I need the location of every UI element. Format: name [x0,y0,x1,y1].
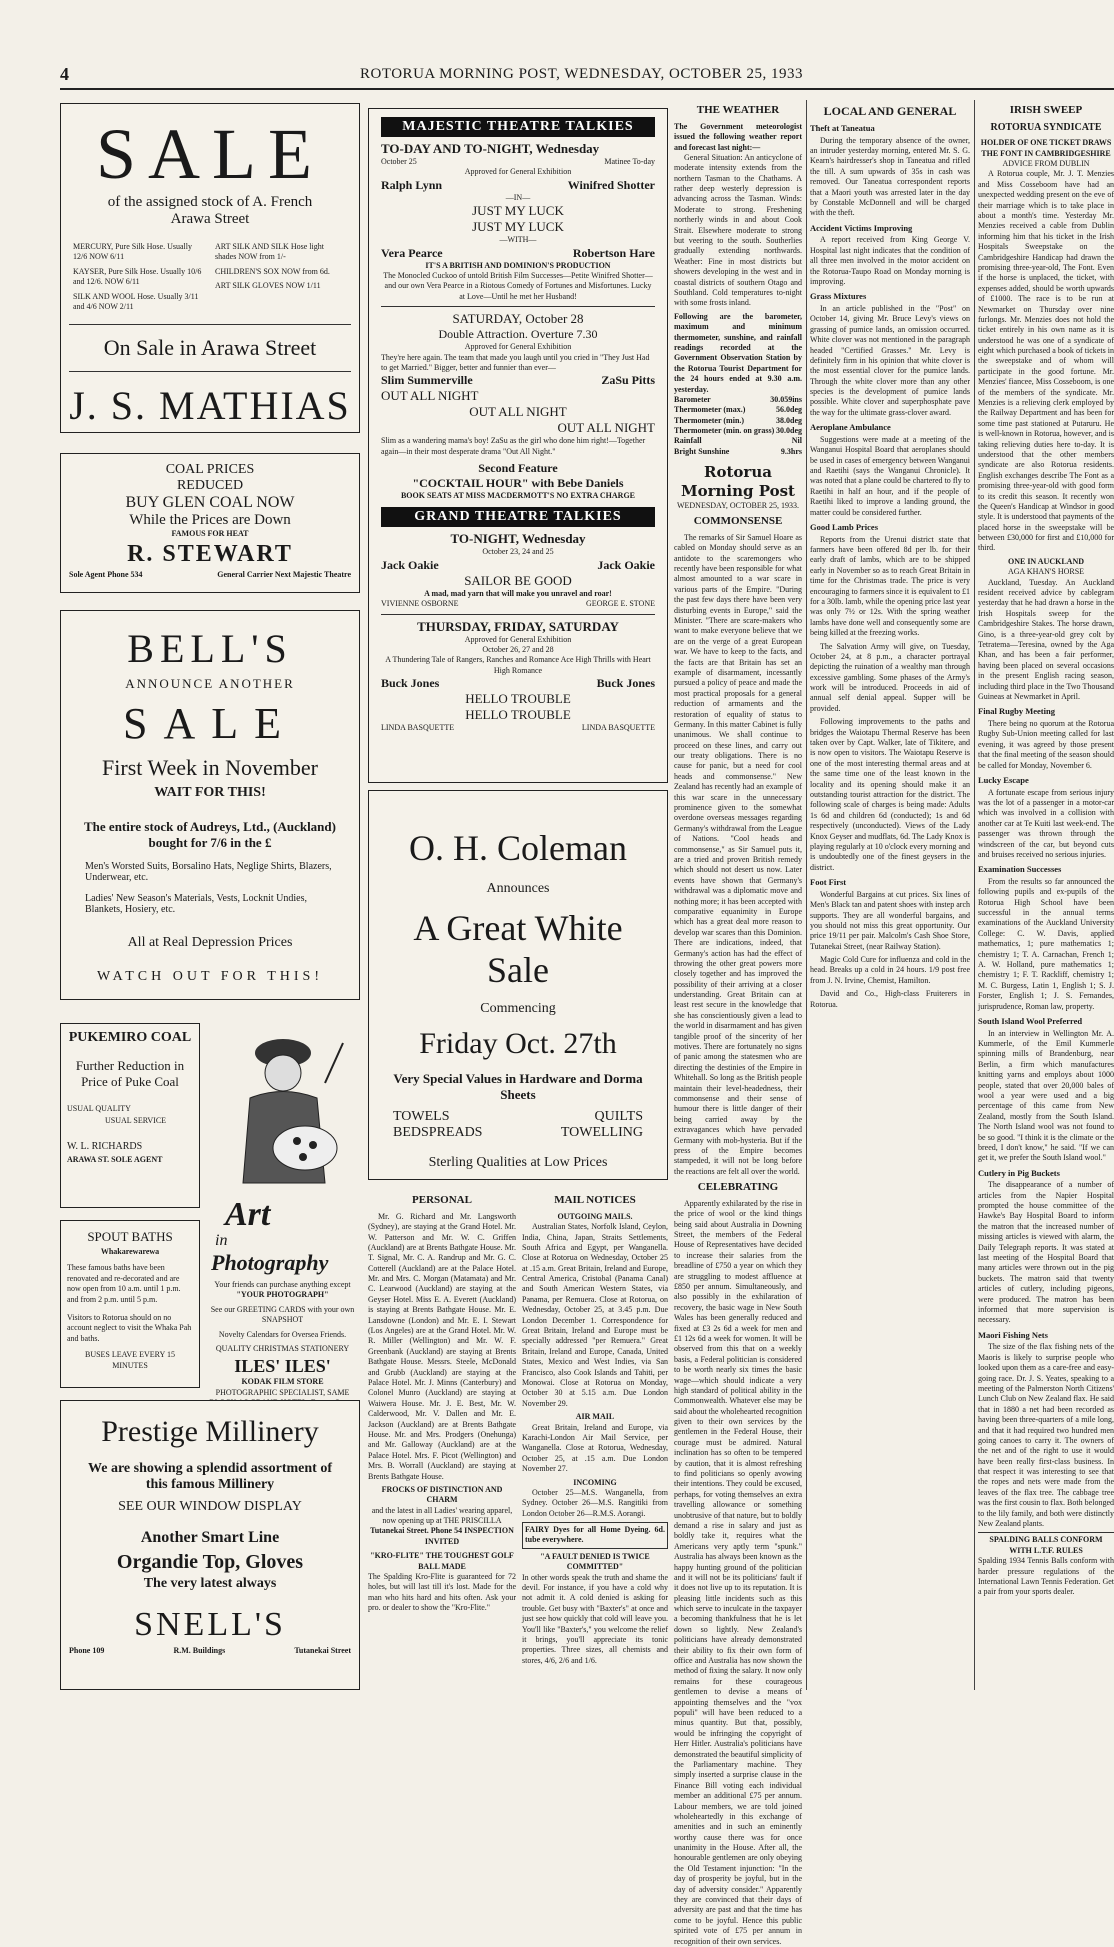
prestige-foot-mid: R.M. Buildings [173,1646,226,1655]
weather-reading-value: 9.3hrs [780,446,802,456]
sale-seller: J. S. MATHIAS [69,383,351,429]
masthead: ROTORUA MORNING POST, WEDNESDAY, OCTOBER 25, 1933 [360,66,804,82]
majestic-l1: TO-DAY AND TO-NIGHT, Wednesday [381,141,600,156]
majestic-date: October 25 [381,157,417,166]
personal-column [368,1190,516,1690]
coal-l5: FAMOUS FOR HEAT [171,529,249,538]
pukemiro-name: W. L. RICHARDS [67,1140,143,1152]
weather-reading-value: 38.0deg [776,415,802,425]
coleman-i3: BEDSPREADS [393,1125,483,1140]
prestige-l4: Organdie Top, Gloves [116,1551,304,1573]
local-items [810,123,970,1010]
majestic-banner: MAJESTIC THEATRE TALKIES [381,117,655,137]
irish-section-text: In an interview in Wellington Mr. A. Kummerle, of the Emil Kummerle spinning mills of Brandenburg, near Berlin, a firm which manufactures knitting yarns and employs about 1000 people, stated that over 20,000 bales of wool a year were used and a big percentage of this came from New Zealand, mostly from the South Island. The North Island wool was not found to be so good. "I think it is the climate or the breed, I don't know," he said. "If we can get it, we prefer the South Island wool." [978,1028,1114,1163]
majestic-star3: Vera Pearce [381,245,443,260]
coleman-i1: TOWELS [393,1109,450,1124]
weather-reading-label: Thermometer (min.) [674,415,745,425]
sale-item: SILK AND WOOL Hose. Usually 3/11 and 4/6 NOW 2/11 [73,291,199,311]
irish-section-heading: Cutlery in Pig Buckets [978,1167,1060,1178]
weather-reading-value: 56.0deg [776,405,802,415]
local-item-heading: Good Lamb Prices [810,522,878,532]
irish-section-heading: Final Rugby Meeting [978,706,1055,717]
sale-sub2: Arawa Street [170,211,250,227]
art-photo: Photography [211,1250,329,1275]
grand-star2: Jack Oakie [597,557,655,572]
personal-frocks-foot: Tutanekai Street. Phone 54 INSPECTION INVITED [370,1526,514,1546]
header-rule [60,88,1114,90]
local-title: LOCAL AND GENERAL [823,104,957,118]
mail-fault-text: In other words speak the truth and shame the devil. For instance, if you have a cold why not admit it. A cold denied is asking for trouble. Get busy with "Baxter's" at once and just see how quickly that cold will leave you. You'll like "Baxter's," you welcome the relief it brings, you'll appreciate its tonic properties. Three sizes, all chemists and stores, 4/6, 2/6 and 1/6. [522,1572,668,1665]
bells-watch: WATCH OUT FOR THIS! [97,969,323,984]
art-kodak: KODAK FILM STORE [241,1377,324,1387]
coal-name: R. STEWART [127,541,293,568]
grand-date: October 23, 24 and 25 [482,547,554,557]
grand-blurb2: A Thundering Tale of Rangers, Ranches and Romance Ace High Thrills with Heart High Romance [385,655,651,675]
bells-ladies: Ladies' New Season's Materials, Vests, Locknit Undies, Blankets, Hosiery, etc. [85,893,307,915]
editorial-title: COMMONSENSE [693,515,783,528]
pukemiro-ad [60,1023,200,1208]
coleman-sterling: Sterling Qualities at Low Prices [428,1155,608,1170]
sale-on-sale: On Sale in Arawa Street [103,335,317,361]
mail-column [522,1190,668,1690]
bells-announce: ANNOUNCE ANOTHER [125,676,295,691]
pukemiro-q1: USUAL QUALITY [67,1104,131,1113]
coal-right-foot: General Carrier Next Majestic Theatre [217,570,351,580]
art-in: in [215,1232,228,1249]
bells-entire: The entire stock of Audreys, Ltd., (Auckland) bought for 7/6 in the £ [84,819,336,850]
majestic-cocktail: "COCKTAIL HOUR" with Bebe Daniels [412,476,624,491]
irish-title: IRISH SWEEP [1009,104,1083,116]
mail-outgoing: OUTGOING MAILS. [557,1211,633,1221]
mail-text: Australian States, Norfolk Island, Ceylon, India, China, Japan, Straits Settlements, South Africa and Egypt, per Wanganella. Close at Rotorua on Wednesday, October 25 at .15 a.m. Great Britain, Ireland and Europe, Central America, Cristobal (Panama Canal) and South American Western States, via Panama, per Remuera. Close at Rotorua, on Wednesday, October 25, at 3.45 p.m. Due London December 1. Correspondence for Great Britain, Ireland and Europe must be specially addressed "per Remuera." Great Britain, Ireland and Europe, Canada, United States, Mexico and West Indies, via San Francisco, also Cook Islands and Tahiti, per Monowai. Close at Rotorua on Monday, October 30 at 5.15 a.m. Due London November 29. [522,1222,668,1408]
majestic-star5: Slim Summerville [381,373,473,388]
irish-sub: ROTORUA SYNDICATE [990,121,1102,133]
weather-reading-value: 30.059ins [770,394,802,404]
personal-frocks: FROCKS OF DISTINCTION AND CHARM [381,1484,503,1505]
prestige-foot-right: Tutanekai Street [294,1646,351,1655]
spout-buses: BUSES LEAVE EVERY 15 MINUTES [84,1350,175,1370]
column-rule [806,100,807,1690]
coleman-commencing: Commencing [480,1001,556,1016]
grand-star4: Buck Jones [596,676,655,691]
coleman-ad [368,790,668,1180]
weather-intro: The Government meteorologist issued the following weather report and forecast last night:— [674,121,802,152]
personal-kro-text: The Spalding Kro-Flite is guaranteed for 72 holes, but will last till it's lost. Made for the man who hits hard and hits often. Ask your pro. or dealer to show the "Kro-Flite." [368,1572,516,1613]
weather-reading [674,405,802,415]
spout-title: SPOUT BATHS [87,1229,173,1244]
mail-air-text: Great Britain, Ireland and Europe, via Karachi-London Air Mail Service, per Wanganella. Close at Rotorua, Wednesday, October 25, at .15 a.m. Due London November 27. [522,1422,668,1474]
grand-with3: LINDA BASQUETTE [381,723,455,733]
weather-following: Following are the barometer, maximum and minimum thermometer, sunshine, and rainfall readings recorded at the Government Observation Station by the Rotorua Tourist Department for the 24 hours ended at 9.30 a.m. yesterday. [674,311,802,394]
local-item-text: Magic Cold Cure for influenza and cold in the head. Breaks up a cold in 24 hours. 1/9 post free from J. N. Irvine, Chemist, Hamilton. [810,955,970,985]
art-iles: ILES' ILES' [234,1356,331,1377]
coleman-title1: A Great White [413,908,623,948]
bells-mens: Men's Worsted Suits, Borsalino Hats, Neglige Shirts, Blazers, Underwear, etc. [85,861,332,883]
majestic-blurb: The Monocled Cuckoo of untold British Film Successes—Petite Winifred Shotter—and our own Vera Pearce in a Riotous Comedy of Fortunes and Misfortunes. Lucky at Love—Until he met her Husband! [383,270,653,301]
mail-title: MAIL NOTICES [554,1194,636,1206]
local-item-text: The Salvation Army will give, on Tuesday, October 24, at 8 p.m., a character portrayal depicting the ruination of a wealthy man through excessive gambling. Some phases of the Army's work will be introduced. Proceeds in aid of annual self denial appeal. Supper will be provided. [810,641,970,713]
irish-section-heading: Examination Successes [978,864,1062,875]
irish-aga: AGA KHAN'S HORSE [1007,567,1085,577]
column-rule [974,100,975,1690]
editorial-date: WEDNESDAY, OCTOBER 25, 1933. [676,500,800,510]
majestic-sat: SATURDAY, October 28 [452,311,584,327]
bells-wait: WAIT FOR THIS! [154,785,266,800]
majestic-star2: Winifred Shotter [567,177,655,192]
grand-film3: HELLO TROUBLE [465,707,571,723]
spalding-text: Spalding 1934 Tennis Balls conform with harder pressure regulations of the International Lawn Tennis Federation. Get a pair from your sports dealer. [978,1556,1114,1597]
bells-title: BELL'S [127,626,293,671]
prestige-l3: Another Smart Line [140,1529,280,1546]
majestic-with: —WITH— [499,235,537,245]
local-item-text: Following improvements to the paths and bridges the Waiotapu Thermal Reserve has been taken over by Capt. Walker, late of Tikitere, and is now open to visitors. The Waiotapu Reserve is one of the most interesting thermal areas and at the same time one of the least known in the locality and its opening should make it an outstanding tourist attraction for the district. The following scale of charges is being made: Adults 1s 6d and children 6d (conducted); 1s and 6d respectively (unconducted). Views of the Lady Knox Geyser and mudflats, 6d. The Lady Knox is playing regularly at 10 o'clock every morning and is undoubtedly one of the finest geysers in the district. [810,717,970,872]
local-item-text: David and Co., High-class Fruiterers in Rotorua. [810,989,970,1009]
spout-visitors: Visitors to Rotorua should on no account neglect to visit the Whaka Pah and baths. [67,1312,192,1343]
prestige-l5: The very latest always [143,1576,277,1591]
grand-blurb: A mad, mad yarn that will make you unravel and roar! [424,588,612,598]
irish-section-text: The size of the flax fishing nets of the Maoris is likely to surprise people who looked upon them as a care-free and easy-going race. Dr. J. S. Yeates, speaking to a meeting of the Palmerston North Citizens' Lunch Club on New Zealand flax. He said that in 1880 a net had been recorded as having been three-quarters of a mile long, and that it had required two hundred men going canoes to carry it. The owners of the net and of the right to use it would have been really first-class business. In that respect it was interesting to see that the ropes and nets were made from the leaves of the flax tree. The cabbage tree was the first cousin to flax. Both belonged to the lily family, and both were distinctly New Zealand plants. [978,1342,1114,1529]
spalding-title: SPALDING BALLS CONFORM WITH L.T.F. RULES [978,1532,1114,1556]
coleman-i4: TOWELLING [560,1125,643,1140]
grand-with1: VIVIENNE OSBORNE [381,599,459,609]
irish-sections [978,706,1114,1529]
coal-left-foot: Sole Agent Phone 534 [69,570,143,580]
coleman-name: O. H. Coleman [409,828,627,868]
majestic-star1: Ralph Lynn [381,177,443,192]
art-your-photo: "YOUR PHOTOGRAPH" [236,1290,329,1300]
weather-title: THE WEATHER [696,104,780,116]
irish-auckland: ONE IN AUCKLAND [1007,556,1084,566]
majestic-matinee: Matinee To-day [604,157,655,166]
irish-section-text: There being no quorum at the Rotorua Rugby Sub-Union meeting called for last evening, it was agreed by those present that the final meeting of the season should be called for Monday, November 6. [978,718,1114,770]
grand-banner: GRAND THEATRE TALKIES [381,507,655,527]
mail-in-text: October 25—M.S. Wanganella, from Sydney. October 26—M.S. Rangitiki from London October 26—R.M.S. Aorangi. [522,1487,668,1518]
weather-reading-label: Bright Sunshine [674,446,730,456]
prestige-name: SNELL'S [134,1606,286,1643]
coal-l3: BUY GLEN COAL NOW [125,494,295,511]
irish-section-text: From the results so far announced the following pupils and ex-pupils of the Rotorua High School have been successful in the annual terms examinations of the Auckland University College: C. W. Davis, applied mathematics, 1; pure mathematics 1; chemistry 1; T. A. Carnachan, French 1; A. W. Holland, pure mathematics 1; chemistry 1; F. T. Rackliff, chemistry 1; M. C. Burgess, Latin 1, English 1; S. J. Forster, English 1; J. S. Fernandes, jurisprudence, Roman law, property. [978,876,1114,1011]
local-item-heading: Grass Mixtures [810,291,867,302]
weather-reading [674,447,802,457]
theatre-ad [368,108,668,783]
grand-approved: Approved for General Exhibition [464,634,572,644]
weather-readings [674,395,802,457]
page-header [60,64,1114,86]
irish-section-heading: South Island Wool Preferred [978,1015,1083,1026]
weather-reading-value: Nil [791,436,802,446]
sale-items-right [215,242,347,312]
grand-l1: TO-NIGHT, Wednesday [450,531,586,547]
grand-thu: THURSDAY, FRIDAY, SATURDAY [417,618,619,634]
sale-items-left [73,242,205,312]
majestic-second: Second Feature [478,461,558,476]
personal-frocks-text: and the latest in all Ladies' wearing apparel, now opening up at THE PRISCILLA [371,1505,513,1526]
celebrating-title: CELEBRATING [697,1181,779,1194]
irish-advice: ADVICE FROM DUBLIN [1002,159,1090,169]
irish-section-heading: Lucky Escape [978,774,1029,785]
bells-ad [60,610,360,1000]
sale-title: SALE [96,114,324,194]
irish-column [978,100,1114,1690]
majestic-film4: OUT ALL NIGHT [469,404,567,420]
local-item-text: During the temporary absence of the owner, an intruder yesterday morning, entered Mr. S. G. Kearn's hairdresser's shop in Taneatua and rifled the till. A sum upwards of 35s in cash was removed. Our Taneatua correspondent reports that a Maori youth was arrested later in the day by Constable McDonnell and will be charged with the theft. [810,135,970,218]
majestic-star4: Robertson Hare [572,245,655,260]
coal-l1: COAL PRICES [165,462,255,477]
celebrating-text: Apparently exhilarated by the rise in the price of wool or the kind things being said about Australia in Downing Street, the members of the Federal House of Representatives have decided to increase their salaries from the breadline of £750 a year on which they are struggling to modest affluence at £850 per annum. Simultaneously, and also possibly in the exhilaration of recovery, the basic wage in New South Wales has been generally reduced and fixed at £3 2s 6d a week for men and £1 12s 6d a week for women. It will be observed from this that on a weekly basis, a Federal politician is considered to be worth nearly six times the basic wage—which should indicate a very high standard of political ability in the Commonwealth. Whatever else may be said about the wholehearted recognition given to their own services by the gentlemen in the Federal House, their courage must be admired. Natural inclination has so often to be tempered by caution, that it is almost refreshing to find politicians so openly avowing their intentions. They could be excused, perhaps, for voting themselves an extra travelling allowance or something unobtrusive of that nature, but to boldly demand a rise in salary and just as boldly take it, requires what the Americans very aptly term "spunk." Australia has always been known as the happy hunting ground of the politician and it will not be its politicians' fault if it does not live up to its reputation. It is pleasing little incidents such as this which serve to inculcate in the taxpayer a becoming thankfulness that he is let down so lightly. New Zealand's politicians have already demonstrated their ability to fix their own form of office and Australia has now shown the method of fixing the salary. It now only remains for these courageous gentlemen to devise a means of appointing themselves and the "vox populi" will have been reduced to a minus quantity. But that, possibly, would be infringing the copyright of Herr Hitler. Australia's politicians have demonstrated the beautiful simplicity of the Parliamentary machine. They simply inserted a surprise clause in the Finance Bill voting each individual member an additional £75 per annum. Labour members, we are told joined wholeheartedly in this exchange of amenities and in such an eminently worthy cause there was for once unanimity in the House. After all, the honourable gentlemen are only obeying the Old Testament injunction: "In the day of prosperity be joyful, but in the day of adversity consider." Apparently they are convinced that their days of adversity are past and that the time has come to be joyful. Hence this public spirited vote of £75 per annum in recognition of their own services. [674,1198,802,1946]
weather-reading [674,436,802,446]
local-item-text: Wonderful Bargains at cut prices. Six lines of Men's Black tan and patent shoes with instep arch supports. They are all wonderful bargains, and you should not miss this great opportunity. Our price 19/11 per pair. Malcolm's Cash Shoe Store, Tutanekai Street, (near Railway Station). [810,889,970,951]
personal-text: Mr. G. Richard and Mr. Langsworth (Sydney), are staying at the Grand Hotel. Mr. W. Patterson and Mr. W. C. Griffen (Auckland) are at Brents Bathgate House. Mr. T. Signal, Mr. C. A. Randrup and Mr. G. C. Cotterell (Auckland) are at the Palace Hotel. Mr. and Mrs. C. Morgan (Matamata) and Mr. C. Learwood (Auckland) are staying at the Geyser Hotel. Miss E. A. Everett (Auckland) is staying at Brents Bathgate House. Mr. E. Lansdowne (London) and Mr. E. I. Stewart (Los Angeles) are at the Grand Hotel. Mr. W. R. Miller (Wellington) and Mr. W. F. Greenbank (Auckland) are staying at Brents Bathgate House. Messrs. Steele, McDonald and Grubb (Auckland) are staying at the Palace Hotel. Mr. J. Minns (Canterbury) and Colonel Munro (Auckland) are staying at Waiwera House. Mr. J. E. Best, Mr. W. Calderwood, Mr. V. Dallen and Mr. E. Jackson (Auckland) are at Brents Bathgate House. Mr. and Mrs. Prodgers (Onehunga) and Mr. Galloway (Auckland) are at the Palace Hotel. Mrs. F. Picot (Wellington) and Mrs. B. Worrall (Auckland) are staying at Brents Bathgate House. [368,1211,516,1481]
weather-reading-label: Barometer [674,394,711,404]
art-specialist: PHOTOGRAPHIC SPECIALIST, SAME [215,1387,350,1397]
weather-reading-label: Thermometer (min. on grass) [674,426,775,436]
local-item-heading: Accident Victims Improving [810,222,913,233]
majestic-prod: IT'S A BRITISH AND DOMINION'S PRODUCTION [425,260,611,270]
local-item-text: A report received from King George V. Hospital last night indicates that the condition of all three men involved in the motor accident on the Rotorua-Taupo Road on Monday morning is improving. [810,235,970,286]
editorial-masthead: Rotorua Morning Post [681,463,795,500]
grand-star1: Jack Oakie [381,557,439,572]
irish-section-heading: Maori Fishing Nets [978,1329,1048,1340]
mail-fault: "A FAULT DENIED IS TWICE COMMITTED" [540,1551,650,1572]
art-friends: Your friends can purchase anything except [214,1280,351,1289]
weather-reading-label: Thermometer (max.) [674,405,746,415]
majestic-film2: JUST MY LUCK [472,219,564,235]
majestic-film3: OUT ALL NIGHT [381,388,479,404]
local-item-heading: Theft at Taneatua [810,123,875,133]
coleman-title2: Sale [487,950,549,990]
bells-first-week: First Week in November [102,755,318,780]
local-column [810,100,970,1690]
sale-ad [60,103,360,433]
grand-star3: Buck Jones [381,676,440,691]
majestic-blurb3: Slim as a wandering mama's boy! ZaSu as the girl who done him right!—Together again—in their most desperate drama "Out All Night." [381,436,646,456]
prestige-title: Prestige Millinery [101,1415,319,1448]
sale-item: KAYSER, Pure Silk Hose. Usually 10/6 and 12/6. NOW 6/11 [73,266,202,287]
irish-aga-text: Auckland, Tuesday. An Auckland resident received advice by cablegram yesterday that he had drawn a horse in the Irish Hospitals sweep for the Cambridgeshire Stakes. The horse drawn, Gino, is a three-year-old grey colt by Tetratema—Teresina, owned by the Aga Khan, and has been a fair performer, having been placed on several occasions in the present English racing season, including third place in the Two Thousand Guineas at Newmarket in April. [978,577,1114,701]
weather-text: General Situation: An anticyclone of moderate intensity extends from the northern Tasman to the Chathams. A rather deep westerly depression is advancing across the Tasman. Winds: Moderate to strong. Freshening northerly winds in and about Cook Strait. Elsewhere moderate to strong but veering to the south. Southerlies gradually extending northwards. Weather: Fine in most districts but showers developing in the west and in coastal districts of southern Otago and Southland. Cold temperatures to-night with some frosts inland. [674,152,802,308]
majestic-book: BOOK SEATS AT MISS MACDERMOTT'S NO EXTRA CHARGE [400,491,636,501]
majestic-double: Double Attraction. Overture 7.30 [438,327,598,342]
page-number: 4 [60,64,69,84]
pukemiro-body: Further Reduction in Price of Puke Coal [75,1058,185,1089]
weather-reading [674,426,802,436]
personal-title: PERSONAL [412,1194,472,1206]
majestic-film1: JUST MY LUCK [472,203,564,219]
majestic-blurb2: They're here again. The team that made you laugh until you cried in "They Just Had to get Married." Bigger, better and funnier than ever— [381,352,650,372]
majestic-film5: OUT ALL NIGHT [557,420,655,436]
coal-ad [60,453,360,593]
sale-item: ART SILK GLOVES NOW 1/11 [215,281,321,291]
art-quality: QUALITY CHRISTMAS STATIONERY [215,1343,350,1353]
spout-body: These famous baths have been renovated and re-decorated and are now open from 10 a.m. until 1 p.m. and from 2 p.m. until 5 p.m. [67,1263,181,1304]
coleman-i2: QUILTS [594,1109,643,1124]
weather-reading [674,395,802,405]
sale-sub1: of the assigned stock of A. French [107,194,313,210]
irish-section-text: A fortunate escape from serious injury was the lot of a passenger in a motor-car which was involved in a collision with another car at Te Kuiti last week-end. The passenger was thrown through the windscreen of the car, but beyond cuts and bruises received no serious injuries. [978,787,1114,859]
grand-film2: HELLO TROUBLE [465,691,571,707]
local-item-heading: Aeroplane Ambulance [810,422,891,433]
weather-reading-label: Rainfall [674,436,702,446]
majestic-star6: ZaSu Pitts [601,373,655,388]
artist-illustration [205,1023,360,1193]
spout-sub: Whakarewarewa [100,1247,160,1256]
majestic-approved2: Approved for General Exhibition [464,342,572,352]
weather-reading [674,416,802,426]
majestic-approved: Approved for General Exhibition [464,167,572,177]
prestige-foot-left: Phone 109 [69,1646,105,1655]
sale-item: ART SILK AND SILK Hose light shades NOW from 1/- [215,242,324,262]
grand-date2: October 26, 27 and 28 [482,645,554,655]
art-ad [205,1023,360,1397]
weather-editorial-column [674,100,802,1946]
weather-reading-value: 30.0deg [776,426,802,436]
art-title: Art [225,1196,271,1233]
grand-with2: GEORGE E. STONE [586,599,655,609]
bells-prices: All at Real Depression Prices [127,935,293,950]
coal-l4: While the Prices are Down [129,512,291,528]
majestic-in: —IN— [505,192,531,202]
irish-head: HOLDER OF ONE TICKET DRAWS THE FONT IN CAMBRIDGESHIRE [980,138,1112,158]
irish-section-text: The disappearance of a number of articles from the Napier Hospital prompted the house committee of the Hawke's Bay Hospital Board to inform the matron that the increased number of missing articles is viewed with alarm, the Daily Telegraph reports. It was stated at last meeting of the Hospital Board that many articles were thrown out in the pig buckets. The matron said that twenty articles of cutlery, including pigeons, were produced. The matron has been informed that more supervision is necessary. [978,1180,1114,1325]
personal-kro-title: "KRO-FLITE" THE TOUGHEST GOLF BALL MADE [370,1551,514,1571]
editorial-text: The remarks of Sir Samuel Hoare as cabled on Monday should serve as an antidote to the scaremongers who recently have been responsible for what almost amounted to a war scare in various parts of the Empire. "During the past few days there have been very disturbing events in Europe," said the Minister. "There are scare-makers who want to make everyone believe that we are on the verge of a great European war. We have to keep to the facts, and the facts are that Britain has set an example of disarmament, incessantly pursued a policy of peace and made the most practical proposals for a general reduction of armaments and the restoration of equality of status to Germany. In this matter Cabinet is fully unanimous. We shall continue to proceed on these lines, and carry out our treaty obligations. There is no cause for panic, but a need for cool heads and commonsense." New Zealand has recently had an example of this war scare in the unnecessary prominence given to the somewhat overdone overseas messages regarding Germany's withdrawal from the League of Nations. "Cool heads and commonsense," as Sir Samuel puts it, are a tried and proven British remedy which should not desert us now. Later events have shown that Germany's withdrawal was a diplomatic move and nothing more; it has been accepted with comparative equanimity in Europe which has a great deal more reason to develop war scares than this Dominion. There are indications, indeed, that Germany's action has had the effect of throwing the other great powers more closely together and has improved the possibility of their arriving at a closer understanding. Great Britain can at least rest secure in the knowledge that she has conscientiously given a lead to the world in disarmament and has given tangible proof of the sincerity of her motives. There are fortunately no signs of panic among the statesmen who are directing the destinies of the Empire in Whitehall. So long as the British people maintain their level-headedness, their commonsense and their sense of humour there is little danger of their being carried away by the extravagances which have pervaded Germany with mob-hysteria. But if the press of the Empire becomes stampeded, it will not be long before the reactions are felt all over the world. [674,532,802,1176]
mail-fairy: FAIRY Dyes for all Home Dyeing. 6d. tube everywhere. [522,1522,668,1549]
sale-item: CHILDREN'S SOX NOW from 6d. [215,266,330,276]
prestige-l1: We are showing a splendid assortment of this famous Millinery [88,1461,332,1492]
local-item-text: Suggestions were made at a meeting of the Wanganui Hospital Board that aeroplanes should be used in cases of emergency between Wanganui and Raetihi (says the Wanganui Chronicle). It was noted that a plane could be chartered to fly to Raetihi in half an hour, and if the people of Raetihi liked to improve a landing ground, the matter could be considered further. [810,434,970,517]
coal-l2: REDUCED [176,478,244,493]
bells-sale: SALE [123,699,297,748]
pukemiro-q2: USUAL SERVICE [105,1116,167,1126]
coleman-date: Friday Oct. 27th [419,1027,617,1060]
grand-with4: LINDA BASQUETTE [581,723,655,733]
pukemiro-foot: ARAWA ST. SOLE AGENT [67,1155,163,1165]
mail-incoming: INCOMING [573,1477,617,1487]
sale-item: MERCURY, Pure Silk Hose. Usually 12/6 NOW 6/11 [73,242,192,262]
grand-film: SAILOR BE GOOD [464,572,572,588]
local-item-heading: Foot First [810,877,847,888]
coleman-announces: Announces [486,881,550,896]
local-item-text: Reports from the Urenui district state that farmers have been offered 8d per lb. for their early draft of lambs, which are to be shipped early in November so as to reach Great Britain in time for the Christmas trade. The price is very encouraging to farmers since it is equivalent to £1 for a 30lb. lamb, while the opening price last year was only 7½ or 12s. With the spring weather lambs have done well and consequently some are being killed at the freezing works. [810,534,970,638]
local-item-text: In an article published in the "Post" on October 14, giving Mr. Bruce Levy's views on grassing of pumice lands, an omission occurred. White clover was not mentioned in the paragraph headed "Certified Grasses." Mr. Levy is definitely firm in his opinion that white clover is the most essential clover for the pumice lands. Through the white clover more than any other species is the development of pumice lands possible. White clover and superphosphate pave the way for the ultimate grass-clover award. [810,303,970,417]
pukemiro-title: PUKEMIRO COAL [68,1030,192,1045]
spout-ad [60,1220,200,1388]
coleman-values: Very Special Values in Hardware and Dorma Sheets [393,1071,643,1102]
mail-air: AIR MAIL [575,1412,615,1422]
art-see: See our GREETING CARDS with your own SNAPSHOT [210,1304,355,1325]
irish-text: A Rotorua couple, Mr. J. T. Menzies and Miss Cosseboom have had an unexpected wedding present on the eve of their marriage which is to take place in about a month's time. Yesterday Mr. Menzies received a cable from Dublin informing him that his ticket in the Irish Hospitals Sweepstake on the Cambridgeshire Handicap had drawn the promising three-year-old, The Font. Even if the horse is unplaced, the ticket, with expenses added, should be worth upwards of £1000. The race is to be run at Newmarket on Thursday over nine furlongs. Mr. Menzies does not hold the ticket entirely in his own name as it is understood he was one of a syndicate of eight which purchased a book of tickets in the sweepstake and of whom will participate in the good fortune. Mr. Menzies' fiancee, Miss Cosseboom, is one of the members of the syndicate. Mr. Menzies is a relieving clerk employed by the Railway Department and has been for some time past stationed at Putaruru. He is well-known in Rotorua, however, and is taking relieving duties here to-day. It is understood that the other members syndicate are also Rotorua residents. English exchanges describe The Font as a promising three-year-old with good form to its credit this season. It recently won the Queen's Handicap at Windsor in good style. It is understood that payments of the placed horse in the sweepstake will be between £30,000 for first and £10,000 for third. [978,169,1114,553]
prestige-ad [60,1400,360,1690]
art-novelty: Novelty Calendars for Oversea Friends. [218,1329,347,1339]
prestige-l2: SEE OUR WINDOW DISPLAY [118,1499,302,1514]
